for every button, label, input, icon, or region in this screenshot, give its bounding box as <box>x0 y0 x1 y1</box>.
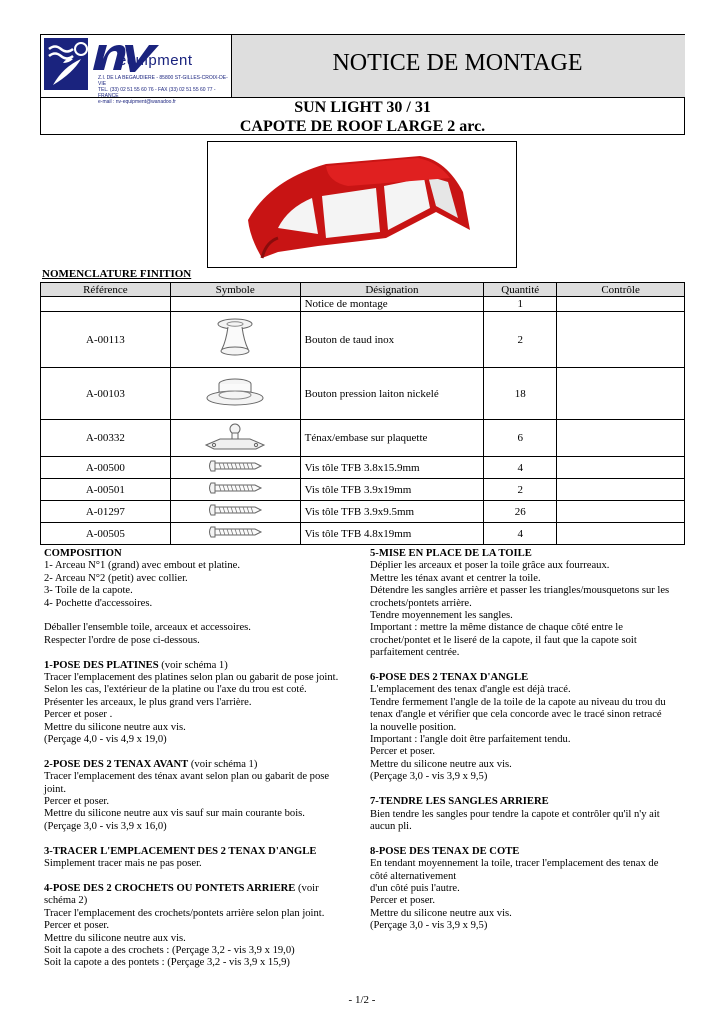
cell-control <box>557 297 685 312</box>
instruction-line: la nouvelle position. <box>370 721 457 733</box>
product-variant: CAPOTE DE ROOF LARGE 2 arc. <box>239 118 486 135</box>
instruction-line: Tracer l'emplacement des ténax avant selon plan ou gabarit de pose <box>44 771 330 783</box>
screw-icon <box>207 460 263 472</box>
instruction-line: Percer et poser. <box>44 920 110 932</box>
table-row <box>41 297 685 312</box>
composition-line: 1- Arceau N°1 (grand) avec embout et platine. <box>44 560 241 572</box>
instruction-line: Percer et poser . <box>44 709 113 721</box>
col-header-designation: Désignation <box>300 283 484 297</box>
instruction-line: joint. <box>44 783 67 795</box>
instruction-line: crochets/pontets arrière. <box>370 597 472 609</box>
product-name: SUN LIGHT 30 / 31 <box>294 99 431 116</box>
section-5-heading: 5-MISE EN PLACE DE LA TOILE <box>370 548 532 559</box>
instruction-line: Selon les cas, l'extérieur de la platine ou l'axe du trou est coté. <box>44 684 307 696</box>
cell-qty: 6 <box>484 420 557 457</box>
section-7-heading: 7-TENDRE LES SANGLES ARRIERE <box>370 796 549 808</box>
composition-heading: COMPOSITION <box>44 548 122 559</box>
instruction-line: Mettre du silicone neutre aux vis. <box>370 758 512 770</box>
cell-designation: Notice de montage <box>300 297 484 312</box>
instruction-line: Mettre du silicone neutre aux vis. <box>44 721 186 733</box>
cell-control <box>557 312 685 368</box>
cell-qty: 26 <box>484 501 557 523</box>
screw-icon <box>207 504 263 516</box>
instruction-line: Respecter l'ordre de pose ci-dessous. <box>44 634 200 646</box>
instruction-line: Percer et poser. <box>370 746 436 758</box>
cell-ref: A-00505 <box>41 523 171 545</box>
left-column <box>44 548 362 970</box>
cell-ref: A-00113 <box>41 312 171 368</box>
col-header-reference: Référence <box>41 283 171 297</box>
hood-image <box>208 142 516 267</box>
cell-control <box>557 368 685 420</box>
snap-button-icon <box>203 374 267 410</box>
instruction-line: Tendre fermement l'angle de la toile de la capote au niveau du trou du <box>370 696 666 708</box>
cell-designation: Vis tôle TFB 3.9x9.5mm <box>300 501 484 523</box>
instruction-line: Tracer l'emplacement des crochets/pontets arrière selon plan joint. <box>44 907 325 919</box>
instruction-line: côté alternativement <box>370 870 457 882</box>
section-4-heading: 4-POSE DES 2 CROCHETS OU PONTETS ARRIERE (voir <box>44 882 319 894</box>
instruction-line: (Perçage 3,0 - vis 3,9 x 9,5) <box>370 920 488 932</box>
instruction-line: aucun pli. <box>370 820 412 832</box>
composition-line: 2- Arceau N°2 (petit) avec collier. <box>44 572 188 584</box>
col-header-control: Contrôle <box>557 283 685 297</box>
instruction-line: tenax d'angle et vérifier que cela concorde avec le tracé sinon retracé <box>370 709 662 721</box>
cell-control <box>557 420 685 457</box>
right-column <box>370 548 688 933</box>
cell-control <box>557 501 685 523</box>
instruction-line: parfaitement centrée. <box>370 647 460 659</box>
product-subtitle <box>40 97 685 135</box>
nomenclature-title: NOMENCLATURE FINITION <box>42 268 192 280</box>
instruction-line: Important : mettre la même distance de chaque côté entre le <box>370 622 623 634</box>
logo-wordmark: equipment <box>118 52 193 69</box>
instruction-line: Important : l'angle doit être parfaitement tendu. <box>370 734 571 746</box>
page-number: - 1/2 - <box>348 994 376 1006</box>
page-title: NOTICE DE MONTAGE <box>332 50 583 76</box>
cell-symbol <box>170 457 300 479</box>
table-row <box>41 523 685 545</box>
instruction-line: Mettre les ténax avant et centrer la toile. <box>370 572 541 584</box>
tenax-plate-icon <box>200 421 270 453</box>
table-row <box>41 420 685 457</box>
composition-line: 3- Toile de la capote. <box>44 585 133 597</box>
section-3-heading: 3-TRACER L'EMPLACEMENT DES 2 TENAX D'ANGLE <box>44 845 317 857</box>
cell-symbol <box>170 368 300 420</box>
phone-line: TEL. (33) 02 51 55 60 76 - FAX (33) 02 51 55 60 77 - FRANCE <box>98 87 216 99</box>
cell-qty: 2 <box>484 312 557 368</box>
col-header-quantity: Quantité <box>484 283 557 297</box>
address-line: Z.I. DE LA BEGAUDIERE - 85800 ST-GILLES-CROIX-DE-VIE <box>98 75 228 87</box>
email-line: e-mail : nv-equipment@wanadoo.fr <box>98 99 176 105</box>
cell-designation: Bouton de taud inox <box>300 312 484 368</box>
cell-ref: A-00332 <box>41 420 171 457</box>
product-photo <box>207 141 517 268</box>
instruction-line: En tendant moyennement la toile, tracer l'emplacement des tenax de <box>370 858 659 870</box>
section-8-heading: 8-POSE DES TENAX DE COTE <box>370 845 520 857</box>
cell-qty: 4 <box>484 523 557 545</box>
cell-designation: Vis tôle TFB 4.8x19mm <box>300 523 484 545</box>
instruction-line: Mettre du silicone neutre aux vis sauf sur main courante bois. <box>44 808 305 820</box>
table-row <box>41 368 685 420</box>
table-row <box>41 501 685 523</box>
instruction-line: Soit la capote a des pontets : (Perçage 3,2 - vis 3,9 x 15,9) <box>44 957 290 969</box>
instruction-line: schéma 2) <box>44 895 88 907</box>
instruction-line: (Perçage 3,0 - vis 3,9 x 16,0) <box>44 820 167 832</box>
cell-ref <box>41 297 171 312</box>
instruction-line: Percer et poser. <box>44 796 110 808</box>
cell-ref: A-00500 <box>41 457 171 479</box>
cell-symbol <box>170 312 300 368</box>
instruction-line: Tracer l'emplacement des platines selon plan ou gabarit de pose joint. <box>44 672 339 684</box>
cell-qty: 2 <box>484 479 557 501</box>
instruction-line: Percer et poser. <box>370 895 436 907</box>
table-header-row <box>41 283 685 297</box>
cell-ref: A-00501 <box>41 479 171 501</box>
section-1-heading: 1-POSE DES PLATINES (voir schéma 1) <box>44 659 228 671</box>
instruction-line: Bien tendre les sangles pour tendre la capote et contrôler qu'il n'y ait <box>370 808 660 820</box>
instruction-line: d'un côté puis l'autre. <box>370 882 460 894</box>
instruction-line: Déplier les arceaux et poser la toile grâce aux fourreaux. <box>370 560 610 572</box>
composition-line: 4- Pochette d'accessoires. <box>44 597 153 609</box>
instruction-line: Tendre moyennement les sangles. <box>370 610 513 622</box>
cell-qty: 4 <box>484 457 557 479</box>
cell-ref: A-01297 <box>41 501 171 523</box>
cell-symbol <box>170 479 300 501</box>
cell-designation: Vis tôle TFB 3.9x19mm <box>300 479 484 501</box>
cell-ref: A-00103 <box>41 368 171 420</box>
instruction-line: Détendre les sangles arrière et passer les triangles/mousquetons sur les <box>370 585 670 597</box>
cell-qty: 1 <box>484 297 557 312</box>
cell-symbol <box>170 420 300 457</box>
cell-control <box>557 523 685 545</box>
table-row <box>41 312 685 368</box>
instruction-line: crochet/pontet et le liseré de la capote, il faut que la capote soit <box>370 634 637 646</box>
taud-button-icon <box>210 315 260 361</box>
table-row <box>41 457 685 479</box>
col-header-symbol: Symbole <box>170 283 300 297</box>
instruction-line: Déballer l'ensemble toile, arceaux et accessoires. <box>44 622 251 634</box>
screw-icon <box>207 526 263 538</box>
instruction-line: Présenter les arceaux, le plus grand vers l'arrière. <box>44 696 252 708</box>
screw-icon <box>207 482 263 494</box>
cell-symbol <box>170 523 300 545</box>
section-6-heading: 6-POSE DES 2 TENAX D'ANGLE <box>370 672 529 684</box>
section-2-heading: 2-POSE DES 2 TENAX AVANT (voir schéma 1) <box>44 758 258 770</box>
table-row <box>41 479 685 501</box>
cell-designation: Ténax/embase sur plaquette <box>300 420 484 457</box>
cell-control <box>557 457 685 479</box>
nomenclature-table <box>40 282 685 545</box>
instruction-line: (Perçage 4,0 - vis 4,9 x 19,0) <box>44 734 167 746</box>
cell-symbol <box>170 501 300 523</box>
instruction-line: (Perçage 3,0 - vis 3,9 x 9,5) <box>370 771 488 783</box>
instruction-line: Simplement tracer mais ne pas poser. <box>44 858 202 870</box>
instruction-line: Mettre du silicone neutre aux vis. <box>44 932 186 944</box>
instruction-line: Mettre du silicone neutre aux vis. <box>370 907 512 919</box>
cell-qty: 18 <box>484 368 557 420</box>
cell-symbol <box>170 297 300 312</box>
cell-designation: Vis tôle TFB 3.8x15.9mm <box>300 457 484 479</box>
cell-designation: Bouton pression laiton nickelé <box>300 368 484 420</box>
instruction-line: Soit la capote a des crochets : (Perçage 3,2 - vis 3,9 x 19,0) <box>44 944 295 956</box>
cell-control <box>557 479 685 501</box>
instruction-line: L'emplacement des tenax d'angle est déjà tracé. <box>370 684 571 696</box>
